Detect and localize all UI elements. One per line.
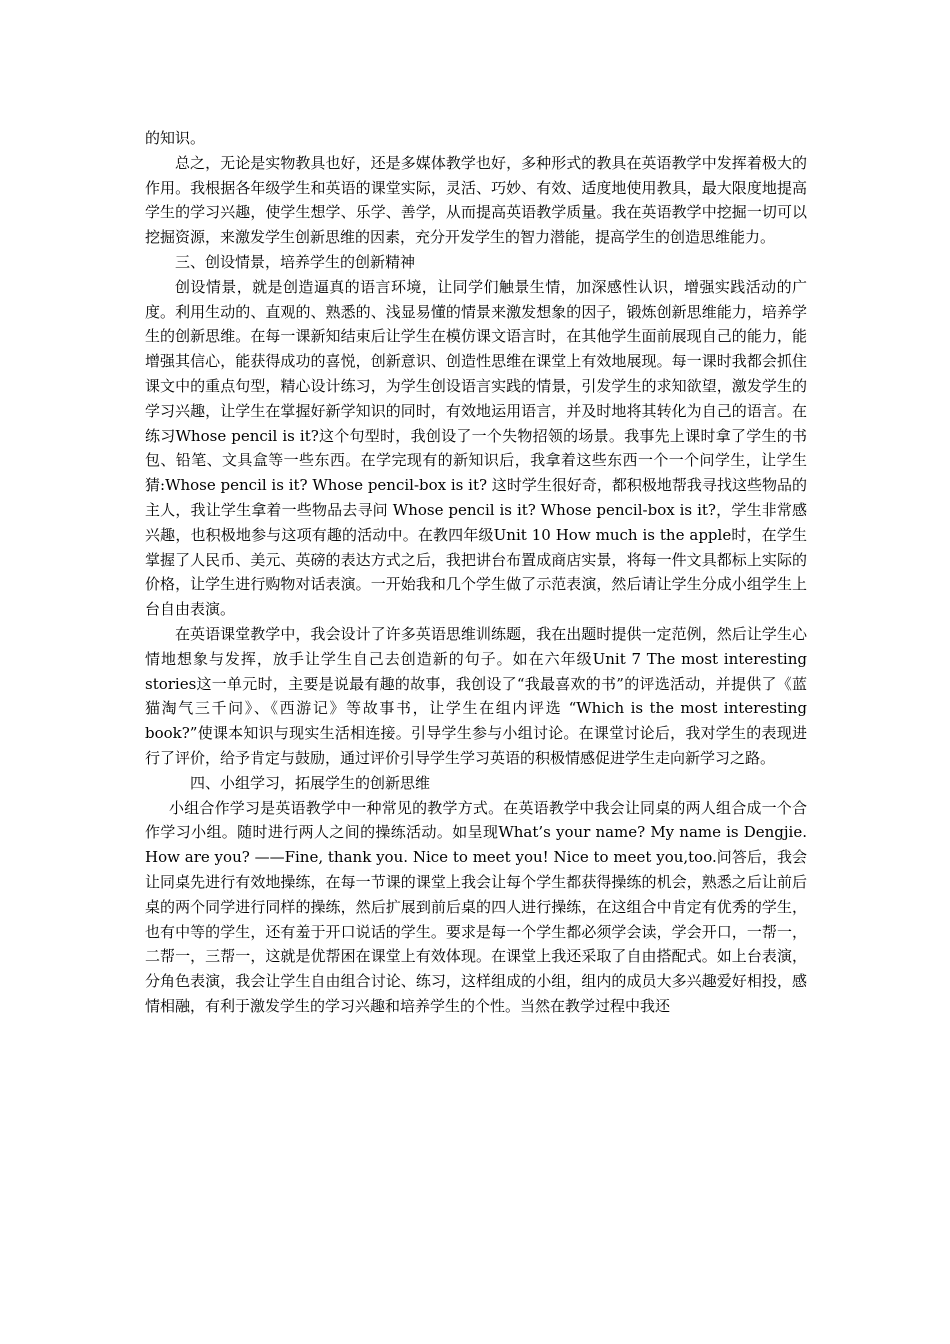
continuation-paragraph: 的知识。 [145, 129, 206, 147]
section-heading-3: 三、创设情景，培养学生的创新精神 [175, 252, 416, 271]
group-learning-paragraph: 小组合作学习是英语教学中一种常见的教学方式。在英语教学中我会让同桌的两人组合成一个合作学习小组。随时进行两人之间的操练活动。如呈现What’s your name? My name is Dengjie. How are you? ——Fine, thank you. Nice to meet you! Nice to meet you,too.问答后，我会让同桌先进行有效地操练，在每一节课的课堂上我会让每个学生都获得操练的机会，熟悉之后让前后桌的两个同学进行同样的操练，然后扩展到前后桌的四人进行操练，在这组合中肯定有优秀的学生，也有中等的学生，还有羞于开口说话的学生。要求是每一个学生都必须学会读，学会开口，一帮一，二帮一，三帮一，这就是优帮困在课堂上有效体现。在课堂上我还采取了自由搭配式。如上台表演，分角色表演，我会让学生自由组合讨论、练习，这样组成的小组，组内的成员大多兴趣爱好相投，感情相融，有利于激发学生的学习兴趣和培养学生的个性。当然在教学过程中我还 [145, 798, 807, 1015]
section-heading-4: 四、小组学习，拓展学生的创新思维 [190, 773, 431, 792]
thinking-training-paragraph: 在英语课堂教学中，我会设计了许多英语思维训练题，我在出题时提供一定范例，然后让学生心情地想象与发挥，放手让学生自己去创造新的句子。如在六年级Unit 7 The most interesting stories这一单元时，主要是说最有趣的故事，我创设了“我最喜欢的书”的评选活动，并提供了《蓝猫淘气三千问》、《西游记》等故事书，让学生在组内评选 “Which is the most interesting book?”使课本知识与现实生活相连接。引导学生参与小组讨论。在课堂讨论后，我对学生的表现进行了评价，给予肯定与鼓励，通过评价引导学生学习英语的积极情感促进学生走向新学习之路。 [145, 624, 807, 767]
document-page [145, 126, 807, 1019]
summary-paragraph: 总之，无论是实物教具也好，还是多媒体教学也好，多种形式的教具在英语教学中发挥着极大的作用。我根据各年级学生和英语的课堂实际，灵活、巧妙、有效、适度地使用教具，最大限度地提高学生的学习兴趣，使学生想学、乐学、善学，从而提高英语教学质量。我在英语教学中挖掘一切可以挖掘资源，来激发学生创新思维的因素，充分开发学生的智力潜能，提高学生的创造思维能力。 [145, 153, 807, 247]
situation-paragraph: 创设情景，就是创造逼真的语言环境，让同学们触景生情，加深感性认识，增强实践活动的广度。利用生动的、直观的、熟悉的、浅显易懂的情景来激发想象的因子，锻炼创新思维能力，培养学生的创新思维。在每一课新知结束后让学生在模仿课文语言时，在其他学生面前展现自己的能力，能增强其信心，能获得成功的喜悦，创新意识、创造性思维在课堂上有效地展现。每一课时我都会抓住课文中的重点句型，精心设计练习，为学生创设语言实践的情景，引发学生的求知欲望，激发学生的学习兴趣，让学生在掌握好新学知识的同时，有效地运用语言，并及时地将其转化为自己的语言。在练习Whose pencil is it?这个句型时，我创设了一个失物招领的场景。我事先上课时拿了学生的书包、铅笔、文具盒等一些东西。在学完现有的新知识后，我拿着这些东西一个一个问学生，让学生猜:Whose pencil is it? Whose pencil-box is it? 这时学生很好奇，都积极地帮我寻找这些物品的主人，我让学生拿着一些物品去寻问 Whose pencil is it? Whose pencil-box is it?，学生非常感兴趣，也积极地参与这项有趣的活动中。在教四年级Unit 10 How much is the apple时，在学生掌握了人民币、美元、英磅的表达方式之后，我把讲台布置成商店实景，将每一件文具都标上实际的价格，让学生进行购物对话表演。一开始我和几个学生做了示范表演，然后请让学生分成小组学生上台自由表演。 [145, 277, 807, 619]
